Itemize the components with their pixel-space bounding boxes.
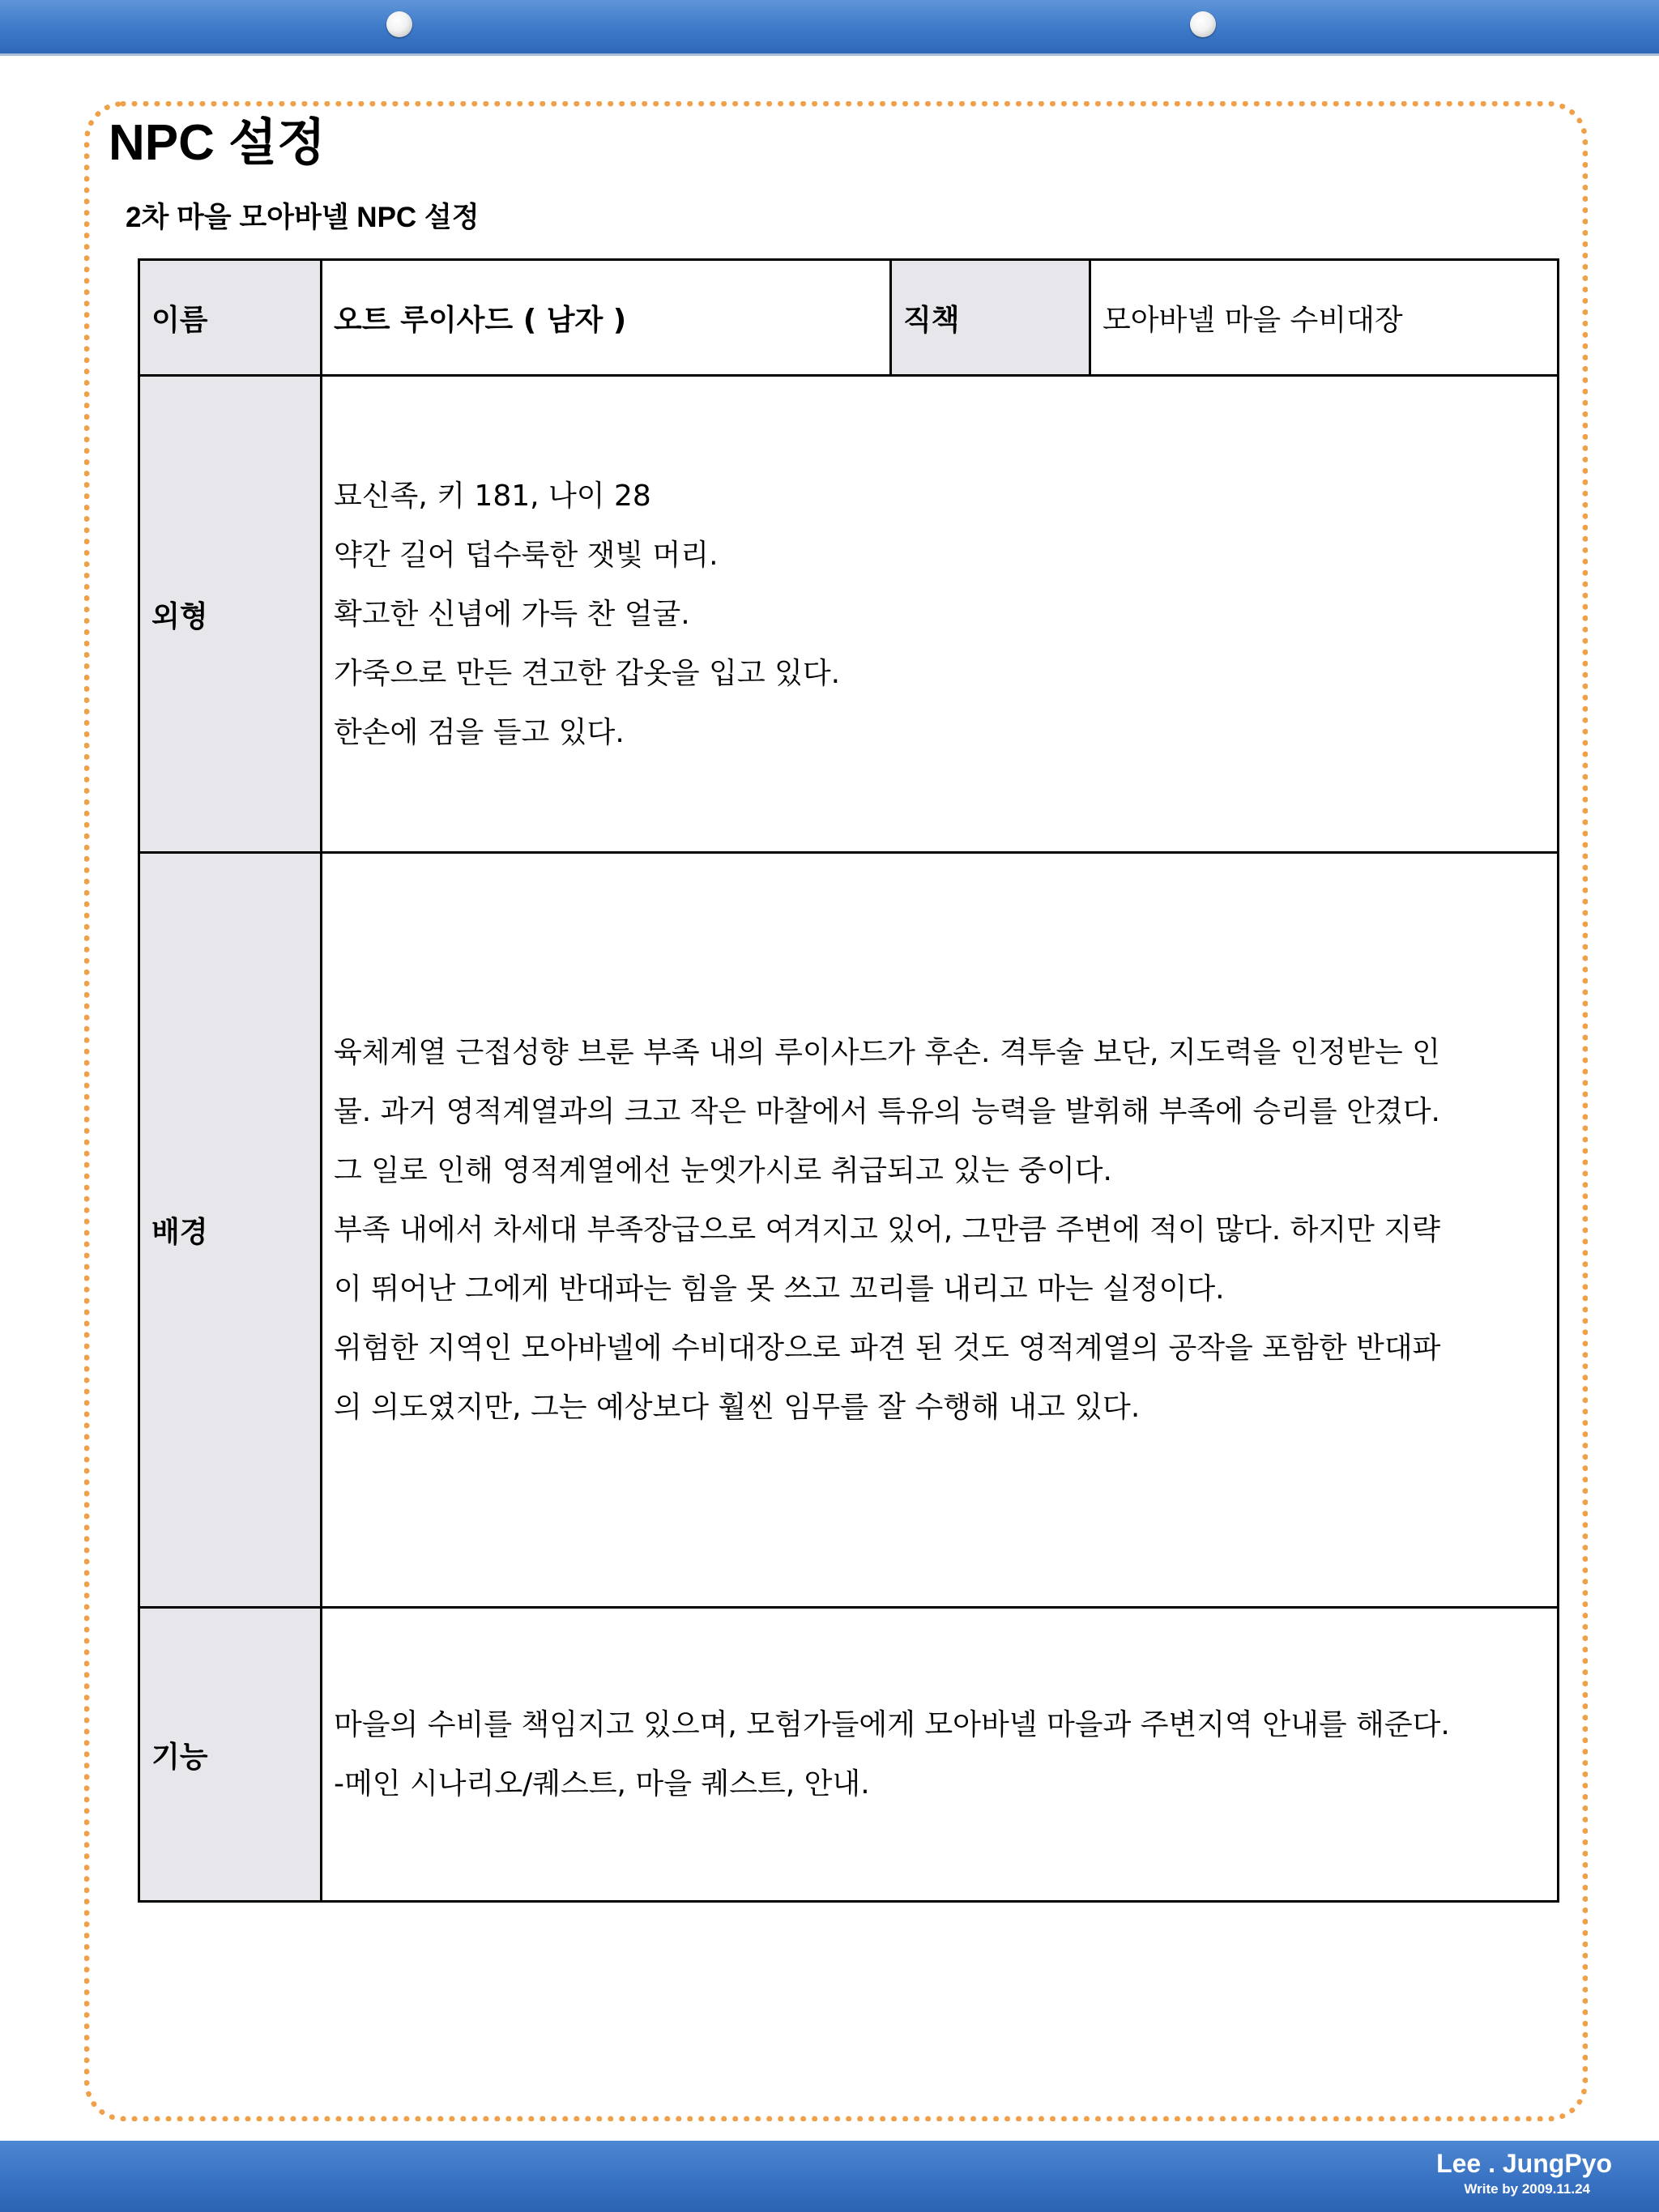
appearance-line: 확고한 신념에 가득 찬 얼굴. xyxy=(334,597,690,631)
background-line: 부족 내에서 차세대 부족장급으로 여겨지고 있어, 그만큼 주변에 적이 많다. 하지만 지략 xyxy=(334,1213,1440,1247)
write-date: Write by 2009.11.24 xyxy=(1464,2181,1590,2197)
page-subtitle: 2차 마을 모아바넬 NPC 설정 xyxy=(126,202,480,233)
background-line: 의 의도였지만, 그는 예상보다 훨씬 임무를 잘 수행해 내고 있다. xyxy=(334,1391,1141,1424)
background-row xyxy=(139,853,1559,1608)
npc-settings-table xyxy=(138,258,1559,1903)
binder-ring-icon xyxy=(386,11,412,37)
background-line: 물. 과거 영적계열과의 크고 작은 마찰에서 특유의 능력을 발휘해 부족에 승리를 안겼다. xyxy=(334,1095,1440,1128)
position-value: 모아바넬 마을 수비대장 xyxy=(1090,260,1559,376)
background-line: 육체계열 근접성향 브룬 부족 내의 루이사드가 후손. 격투술 보단, 지도력을 인정받는 인 xyxy=(334,1036,1440,1069)
position-label: 직책 xyxy=(891,260,1090,376)
name-label: 이름 xyxy=(139,260,322,376)
appearance-line: 약간 길어 덥수룩한 잿빛 머리. xyxy=(334,538,719,572)
function-label: 기능 xyxy=(139,1608,322,1902)
background-line: 그 일로 인해 영적계열에선 눈엣가시로 취급되고 있는 중이다. xyxy=(334,1154,1112,1187)
binder-ring-icon xyxy=(1190,11,1216,37)
appearance-content xyxy=(322,376,1559,853)
function-row xyxy=(139,1608,1559,1902)
background-label: 배경 xyxy=(139,853,322,1608)
author-name: Lee . JungPyo xyxy=(1436,2149,1612,2178)
function-line: -메인 시나리오/퀘스트, 마을 퀘스트, 안내. xyxy=(334,1767,870,1801)
function-line: 마을의 수비를 책임지고 있으며, 모험가들에게 모아바넬 마을과 주변지역 안내를 해준다. xyxy=(334,1708,1450,1741)
appearance-line: 한손에 검을 들고 있다. xyxy=(334,715,625,749)
appearance-row xyxy=(139,376,1559,853)
appearance-label: 외형 xyxy=(139,376,322,853)
background-line: 위험한 지역인 모아바넬에 수비대장으로 파견 된 것도 영적계열의 공작을 포함한 반대파 xyxy=(334,1332,1441,1365)
top-header-bar xyxy=(0,0,1659,56)
name-value: 오트 루이사드 ( 남자 ) xyxy=(322,260,891,376)
background-content xyxy=(322,853,1559,1608)
bottom-footer-bar xyxy=(0,2141,1659,2212)
appearance-line: 가죽으로 만든 견고한 갑옷을 입고 있다. xyxy=(334,656,841,690)
page-title: NPC 설정 xyxy=(109,115,326,171)
name-row xyxy=(139,260,1559,376)
appearance-line: 묘신족, 키 181, 나이 28 xyxy=(334,479,651,513)
background-line: 이 뛰어난 그에게 반대파는 힘을 못 쓰고 꼬리를 내리고 마는 실정이다. xyxy=(334,1272,1225,1306)
function-content xyxy=(322,1608,1559,1902)
